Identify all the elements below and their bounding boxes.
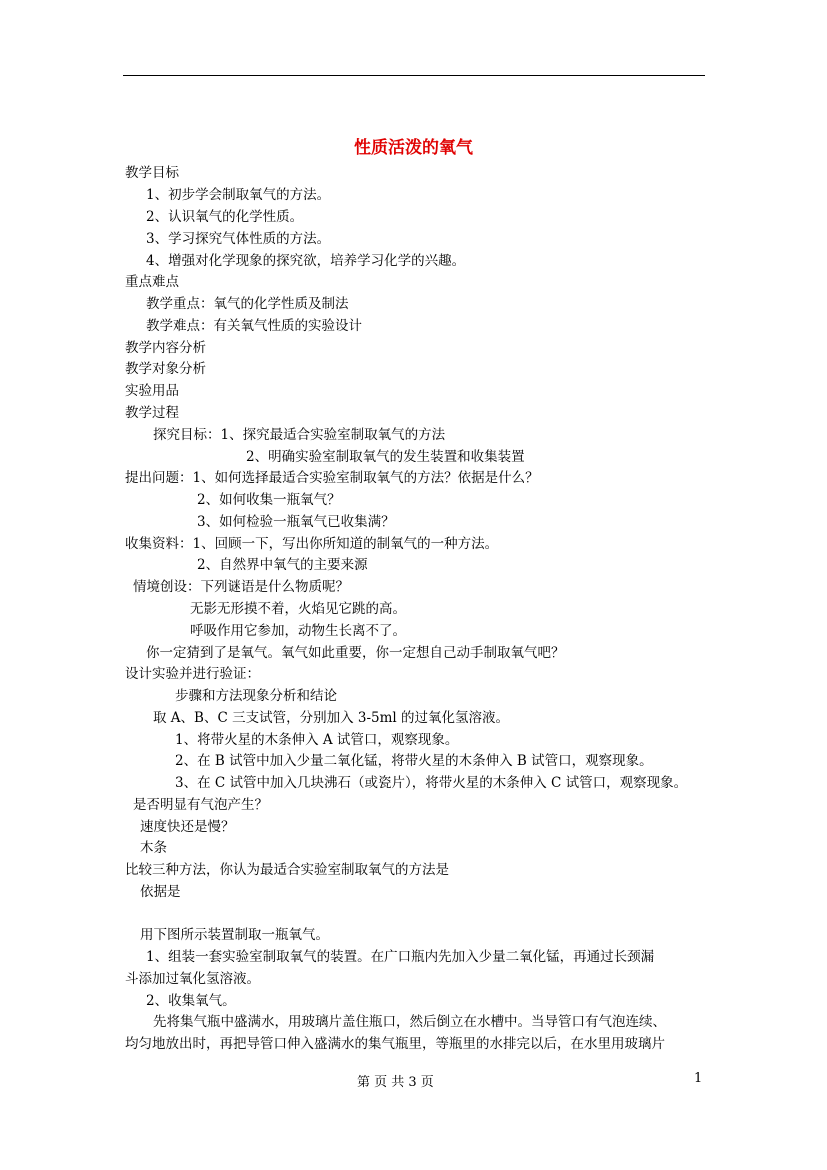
text-line: 教学过程 xyxy=(125,405,179,421)
text-line: 依据是 xyxy=(140,884,181,900)
text-line: 3、在 C 试管中加入几块沸石（或瓷片），将带火星的木条伸入 C 试管口，观察现象。 xyxy=(175,775,688,791)
text-line: 提出问题：1、如何选择最适合实验室制取氧气的方法？依据是什么？ xyxy=(125,470,539,486)
text-line: 木条 xyxy=(140,840,167,856)
text-line: 1、初步学会制取氧气的方法。 xyxy=(146,187,331,203)
text-line: 收集资料：1、回顾一下，写出你所知道的制氧气的一种方法。 xyxy=(125,536,499,552)
text-line: 2、认识氧气的化学性质。 xyxy=(146,209,304,225)
text-line: 2、自然界中氧气的主要来源 xyxy=(197,557,368,573)
text-line: 2、在 B 试管中加入少量二氧化锰，将带火星的木条伸入 B 试管口，观察现象。 xyxy=(175,753,653,769)
text-line: 情境创设：下列谜语是什么物质呢？ xyxy=(133,579,349,595)
text-line: 取 A、B、C 三支试管，分别加入 3-5ml 的过氧化氢溶液。 xyxy=(153,710,510,726)
text-line: 你一定猜到了是氧气。氧气如此重要，你一定想自己动手制取氧气吧？ xyxy=(146,645,565,661)
text-line: 4、增强对化学现象的探究欲，培养学习化学的兴趣。 xyxy=(146,253,466,269)
text-line: 比较三种方法，你认为最适合实验室制取氧气的方法是 xyxy=(125,862,449,878)
page-number: 1 xyxy=(694,1071,703,1086)
text-line: 2、收集氧气。 xyxy=(146,993,236,1009)
text-line: 斗添加过氧化氢溶液。 xyxy=(125,971,260,987)
text-line: 探究目标：1、探究最适合实验室制取氧气的方法 xyxy=(153,427,446,443)
page-footer: 第 页 共 3 页 xyxy=(357,1075,434,1090)
text-line: 教学内容分析 xyxy=(125,340,206,356)
text-line: 2、如何收集一瓶氧气？ xyxy=(197,492,341,508)
text-line: 教学重点：氧气的化学性质及制法 xyxy=(146,296,349,312)
text-line: 用下图所示装置制取一瓶氧气。 xyxy=(140,927,329,943)
text-line: 设计实验并进行验证： xyxy=(125,666,260,682)
text-line: 呼吸作用它参加，动物生长离不了。 xyxy=(190,623,406,639)
text-line: 均匀地放出时，再把导管口伸入盛满水的集气瓶里，等瓶里的水排完以后，在水里用玻璃片 xyxy=(125,1036,665,1052)
text-line: 3、学习探究气体性质的方法。 xyxy=(146,231,331,247)
text-line: 重点难点 xyxy=(125,274,179,290)
text-line: 实验用品 xyxy=(125,383,179,399)
text-line: 步骤和方法现象分析和结论 xyxy=(175,688,337,704)
text-line: 教学难点：有关氧气性质的实验设计 xyxy=(146,318,362,334)
text-line: 先将集气瓶中盛满水，用玻璃片盖住瓶口，然后倒立在水槽中。当导管口有气泡连续、 xyxy=(153,1014,666,1030)
text-line: 教学对象分析 xyxy=(125,361,206,377)
text-line: 2、明确实验室制取氧气的发生装置和收集装置 xyxy=(246,449,525,465)
text-line: 无影无形摸不着，火焰见它跳的高。 xyxy=(190,601,406,617)
text-line: 3、如何检验一瓶氧气已收集满？ xyxy=(197,514,395,530)
header-rule xyxy=(123,75,705,76)
text-line: 1、将带火星的木条伸入 A 试管口，观察现象。 xyxy=(175,732,459,748)
text-line: 是否明显有气泡产生？ xyxy=(133,797,268,813)
text-line: 教学目标 xyxy=(125,165,179,181)
text-line: 1、组装一套实验室制取氧气的装置。在广口瓶内先加入少量二氧化锰，再通过长颈漏 xyxy=(146,949,655,965)
text-line: 速度快还是慢？ xyxy=(140,819,235,835)
document-title: 性质活泼的氧气 xyxy=(354,138,473,158)
